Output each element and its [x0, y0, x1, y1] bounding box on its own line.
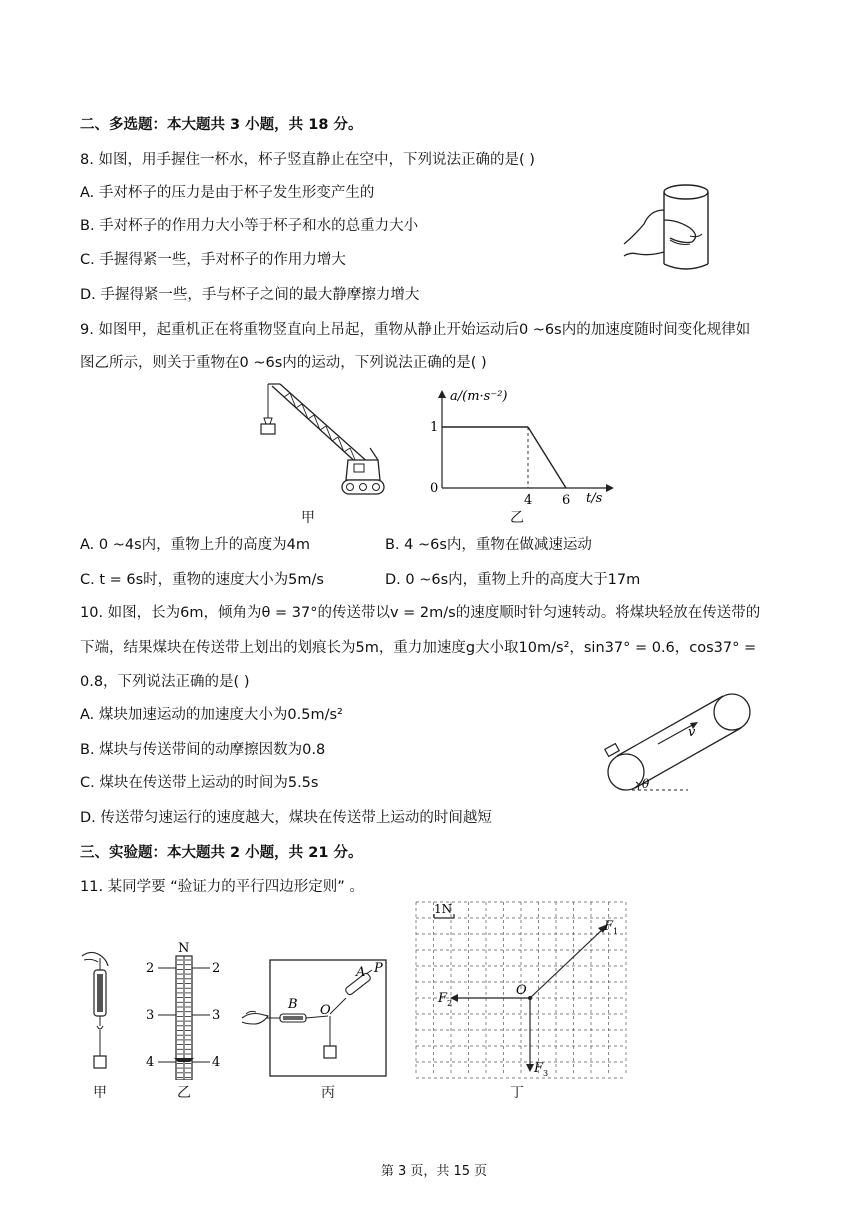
question-10-option-c: C. 煤块在传送带上运动的时间为5.5s	[80, 775, 319, 791]
force-f1-subscript: 1	[613, 927, 619, 936]
section-title-multiple-choice: 二、多选题：本大题共 3 小题，共 18 分。	[80, 117, 363, 133]
graph-decreasing-segment	[528, 427, 566, 488]
graph-x-axis-label: t/s	[586, 491, 603, 504]
question-9-option-d: D. 0 ~6s内，重物上升的高度大于17m	[385, 572, 641, 588]
question-10-option-b: B. 煤块与传送带间的动摩擦因数为0.8	[80, 742, 326, 758]
angle-theta-label: θ	[642, 777, 650, 791]
scale-tick-right-2: 2	[212, 961, 221, 976]
section-title-experiment: 三、实验题：本大题共 2 小题，共 21 分。	[80, 845, 363, 861]
question-8-stem: 8. 如图，用手握住一杯水，杯子竖直静止在空中，下列说法正确的是( )	[80, 152, 535, 168]
label-b: B	[288, 997, 298, 1012]
figure-caption-yi-q9: 乙	[510, 510, 524, 526]
question-10-option-a: A. 煤块加速运动的加速度大小为0.5m/s²	[80, 707, 343, 723]
force-diagram-grid	[410, 898, 630, 1080]
label-o-setup: O	[320, 1003, 331, 1018]
question-10-stem-line2: 下端，结果煤块在传送带上划出的划痕长为5m，重力加速度g大小取10m/s²，sin37° = 0.6，cos37° =	[80, 640, 757, 656]
scale-tick-left-3: 3	[146, 1008, 155, 1023]
acceleration-time-graph	[420, 384, 620, 504]
question-9-stem-line2: 图乙所示，则关于重物在0 ~6s内的运动，下列说法正确的是( )	[80, 355, 487, 371]
force-f3-subscript: 3	[543, 1069, 549, 1078]
scale-tick-right-3: 3	[212, 1008, 221, 1023]
figure-caption-ding-q11: 丁	[510, 1085, 524, 1101]
question-8-option-b: B. 手对杯子的作用力大小等于杯子和水的总重力大小	[80, 218, 419, 234]
figure-caption-jia-q9: 甲	[301, 510, 315, 526]
graph-origin-label: 0	[430, 481, 439, 496]
experiment-setup-figure	[240, 958, 390, 1078]
question-9-stem-line1: 9. 如图甲，起重机正在将重物竖直向上吊起，重物从静止开始运动后0 ~6s内的加速度随时间变化规律如	[80, 322, 751, 338]
question-8-option-c: C. 手握得紧一些，手对杯子的作用力增大	[80, 252, 346, 268]
figure-caption-jia-q11: 甲	[93, 1085, 107, 1101]
question-10-stem-line1: 10. 如图，长为6m，倾角为θ = 37°的传送带以v = 2m/s的速度顺时针匀速转动。将煤块轻放在传送带的	[80, 605, 761, 621]
figure-caption-yi-q11: 乙	[177, 1085, 191, 1101]
question-10-option-d: D. 传送带匀速运行的速度越大，煤块在传送带上运动的时间越短	[80, 810, 492, 826]
hand-holding-cup-figure	[620, 180, 720, 280]
crane-figure	[250, 380, 390, 504]
grid-scale-label: 1N	[434, 902, 453, 916]
label-a: A	[356, 965, 366, 980]
grid-label-o: O	[516, 983, 527, 998]
spring-scale-reading-figure	[140, 940, 230, 1080]
conveyor-belt-figure	[598, 690, 758, 800]
scale-unit-label: N	[178, 941, 190, 956]
question-11-stem: 11. 某同学要 “验证力的平行四边形定则” 。	[80, 879, 364, 895]
graph-y-axis-label: a/(m·s⁻²)	[450, 389, 508, 404]
label-p: P	[374, 961, 383, 976]
page-footer: 第 3 页，共 15 页	[380, 1164, 488, 1179]
question-9-option-c: C. t = 6s时，重物的速度大小为5m/s	[80, 572, 324, 588]
force-f1-label: F	[604, 919, 614, 934]
scale-tick-right-4: 4	[212, 1055, 221, 1070]
figure-caption-bing-q11: 丙	[321, 1085, 335, 1101]
question-10-stem-line3: 0.8，下列说法正确的是( )	[80, 674, 250, 690]
force-f2-label: F	[438, 991, 448, 1006]
force-f2-subscript: 2	[447, 999, 453, 1008]
graph-y-tick-1: 1	[430, 420, 439, 435]
graph-x-tick-6: 6	[562, 493, 571, 504]
force-f3-label: F	[534, 1061, 544, 1076]
question-9-option-b: B. 4 ~6s内，重物在做减速运动	[385, 537, 592, 553]
scale-tick-left-4: 4	[146, 1055, 155, 1070]
scale-tick-left-2: 2	[146, 961, 155, 976]
question-8-option-a: A. 手对杯子的压力是由于杯子发生形变产生的	[80, 185, 375, 201]
velocity-label: v	[688, 725, 696, 740]
graph-x-tick-4: 4	[524, 493, 533, 504]
question-8-option-d: D. 手握得紧一些，手与杯子之间的最大静摩擦力增大	[80, 287, 420, 303]
question-9-option-a: A. 0 ~4s内，重物上升的高度为4m	[80, 537, 310, 553]
spring-scale-hanging-figure	[78, 948, 122, 1078]
